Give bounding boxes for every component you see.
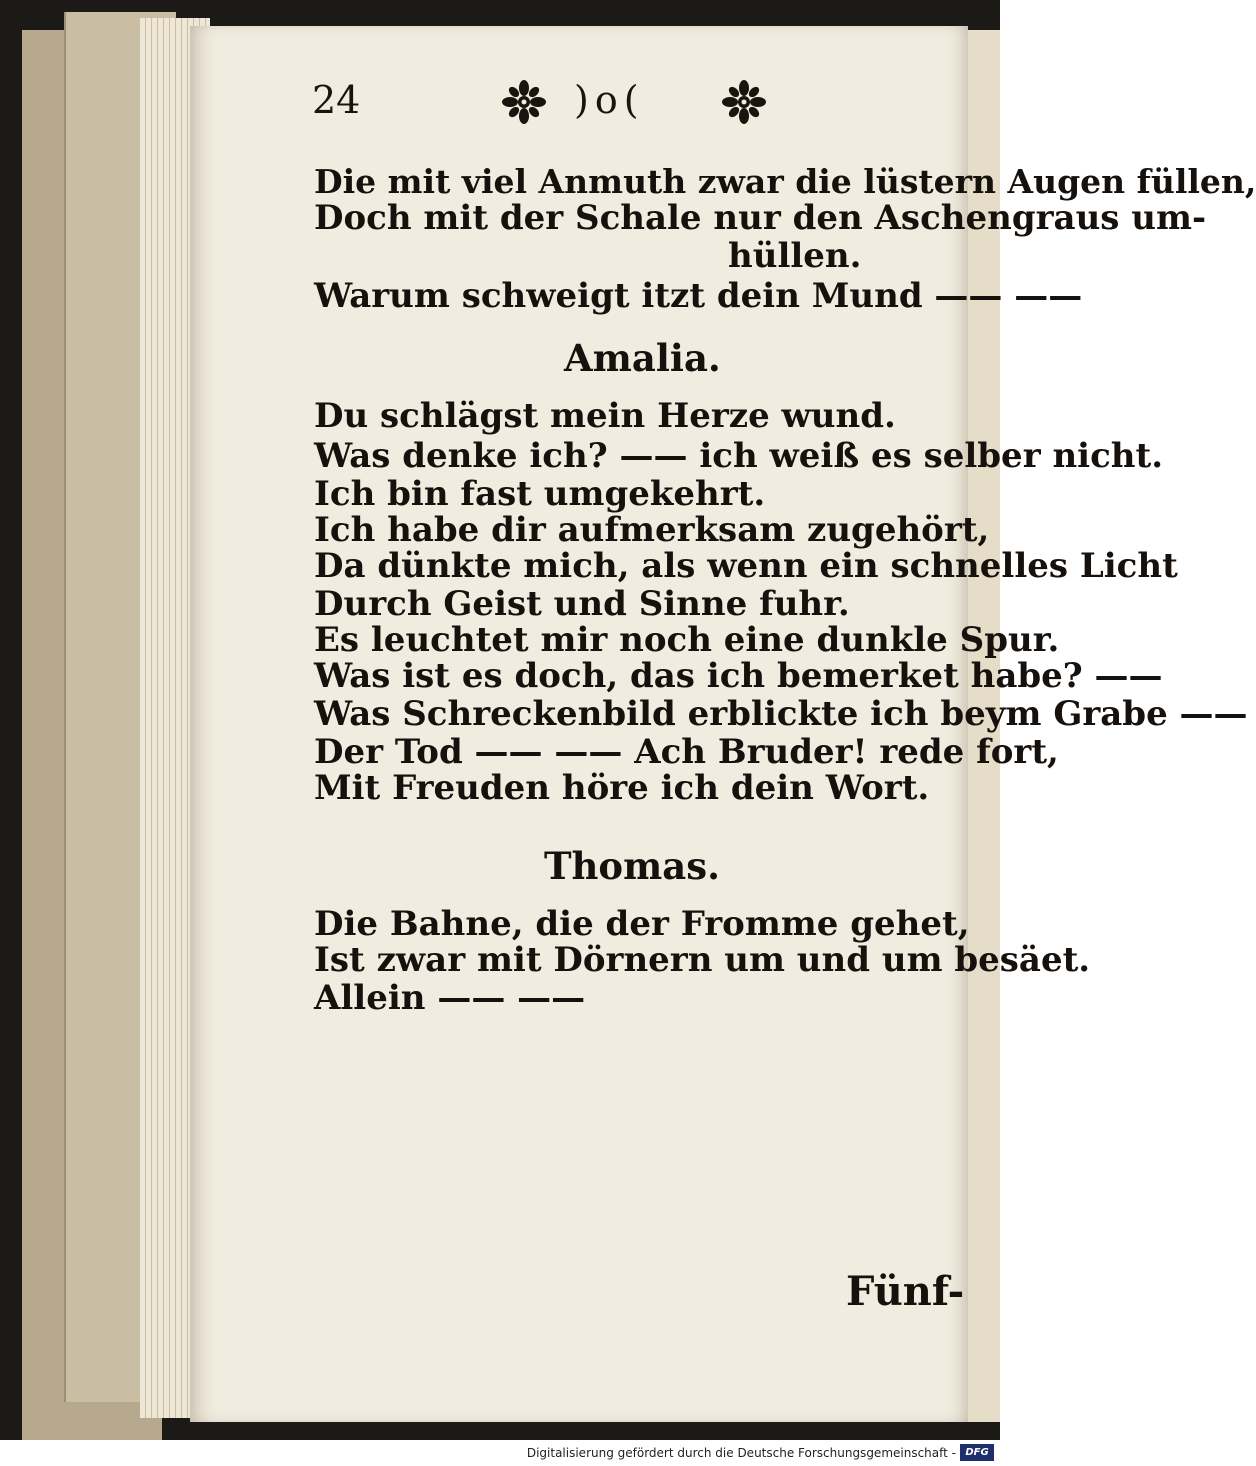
- verse-line: Mit Freuden höre ich dein Wort.: [314, 768, 930, 808]
- verse-line: Durch Geist und Sinne fuhr.: [314, 584, 850, 624]
- funding-credit: Digitalisierung gefördert durch die Deutsche Forschungsgemeinschaft -: [526, 1446, 956, 1460]
- verse-line: Ist zwar mit Dörnern um und um besäet.: [314, 940, 1091, 980]
- verse-line: Warum schweigt itzt dein Mund —— ——: [314, 276, 1083, 316]
- page-header: [312, 78, 832, 128]
- verse-line: Was denke ich? —— ich weiß es selber nicht.: [314, 436, 1164, 476]
- catchword: Fünf-: [846, 1268, 965, 1315]
- page-number: 24: [312, 78, 361, 122]
- verse-line: Du schlägst mein Herze wund.: [314, 396, 896, 436]
- dfg-logo: DFG: [960, 1444, 994, 1461]
- verse-line: Was Schreckenbild erblickte ich beym Grabe ——: [314, 694, 1248, 734]
- verse-line: Was ist es doch, das ich bemerket habe? ——: [314, 656, 1163, 696]
- verse-line: Ich habe dir aufmerksam zugehört,: [314, 510, 990, 550]
- verse-line: Die mit viel Anmuth zwar die lüstern Augen füllen,: [314, 162, 1256, 201]
- verse-line: hüllen.: [728, 236, 862, 276]
- verse-line: Der Tod —— —— Ach Bruder! rede fort,: [314, 732, 1059, 772]
- speaker-name: Thomas.: [544, 844, 720, 888]
- verse-line: Da dünkte mich, als wenn ein schnelles Licht: [314, 546, 1178, 586]
- footer-bar: [0, 1440, 1000, 1466]
- fleuron-ornament-icon: [722, 80, 766, 124]
- verse-line: Die Bahne, die der Fromme gehet,: [314, 904, 970, 944]
- verse-line: Allein —— ——: [314, 978, 586, 1018]
- verse-line: Doch mit der Schale nur den Aschengraus um-: [314, 198, 1207, 238]
- speaker-name: Amalia.: [564, 336, 721, 380]
- fleuron-ornament-icon: [502, 80, 546, 124]
- verse-line: Ich bin fast umgekehrt.: [314, 474, 766, 514]
- header-bracket-ornament: )o(: [574, 78, 645, 122]
- verse-line: Es leuchtet mir noch eine dunkle Spur.: [314, 620, 1060, 660]
